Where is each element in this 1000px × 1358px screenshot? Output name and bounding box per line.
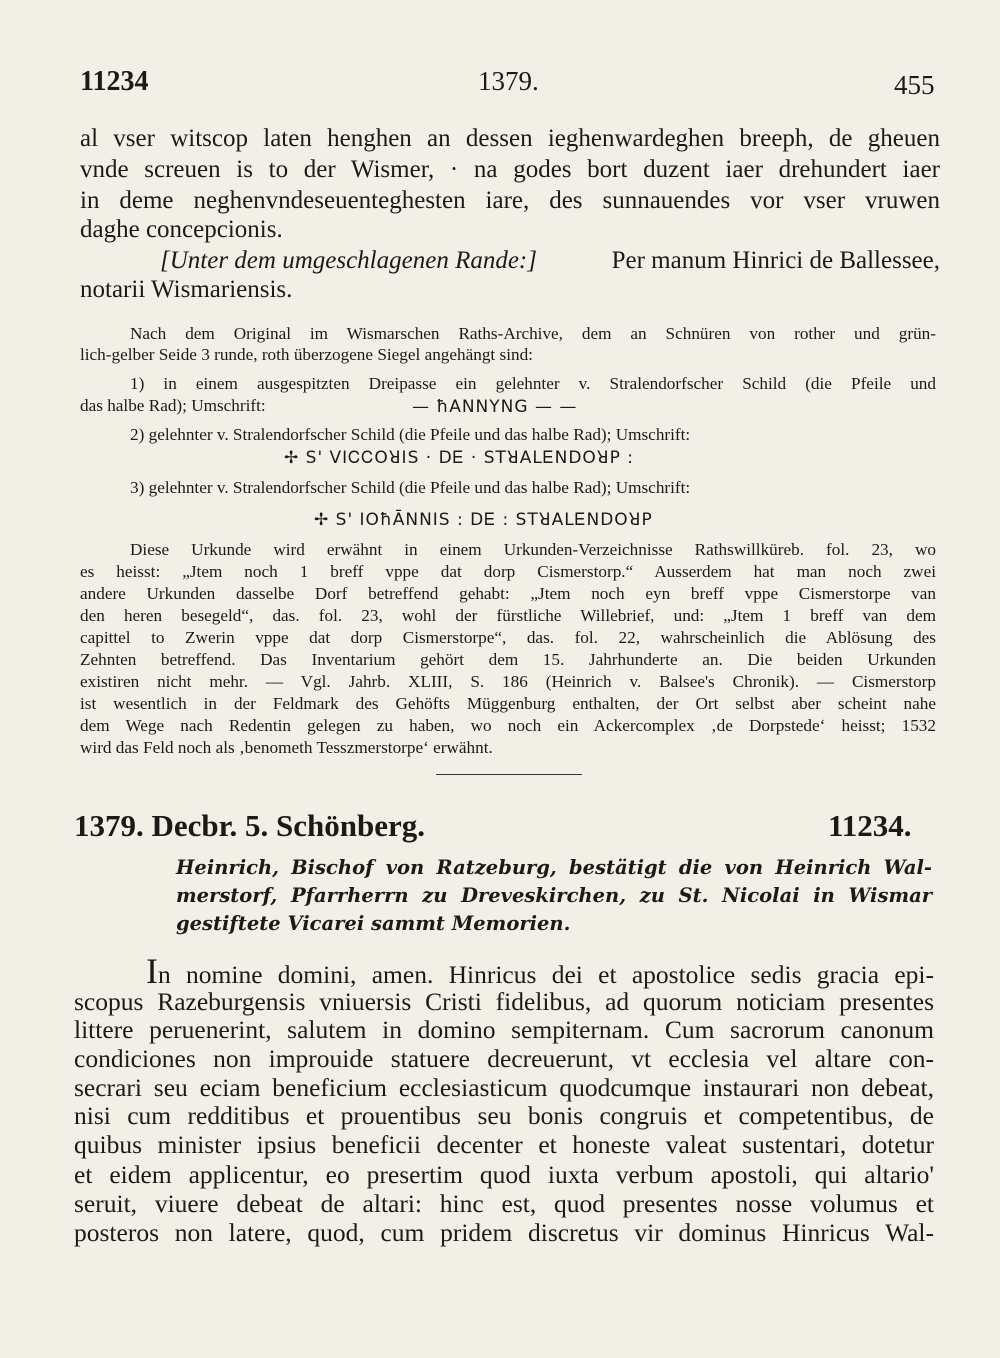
comment-line: dem Wege nach Redentin gelegen zu haben, wo noch ein Ackercomplex ‚de Dorpstede‘ heisst; 1532 (80, 716, 936, 735)
charter-line: littere peruenerint, salutem in domino sempiternam. Cum sacrorum canonum (74, 1015, 934, 1044)
charter-line: quibus minister ipsius beneficii decenter et honeste valeat sustentari, dotetur (74, 1130, 934, 1159)
seal1-desc: 1) in einem ausgespitzten Dreipasse ein gelehnter v. Stralendorfscher Schild (die Pfeile und (130, 374, 936, 393)
regest-line: Heinrich, Bischof von Ratzeburg, bestätigt die von Heinrich Wal- (176, 856, 932, 879)
regest-line: merstorf, Pfarrherrn zu Dreveskirchen, zu St. Nicolai in Wismar (176, 884, 932, 907)
prev-text-line: al vser witscop laten henghen an dessen ieghenwardeghen breeph, de gheuen (80, 125, 940, 152)
comment-line: andere Urkunden dasselbe Dorf betreffend gehabt: „Jtem noch eyn breff vppe Cismerstorpe van (80, 584, 936, 603)
charter-line: condiciones non improuide statuere decreuerunt, vt ecclesia vel altare con- (74, 1044, 934, 1073)
prev-text-line: vnde screuen is to der Wismer, · na godes bort duzent iaer drehundert iaer (80, 156, 940, 183)
seal1-legend: — ħANNYNG — — (412, 397, 578, 417)
source-intro-line: Nach dem Original im Wismarschen Raths-Archive, dem an Schnüren von rother und grün- (130, 324, 936, 343)
entry-date-place: 1379. Decbr. 5. Schönberg. (74, 808, 426, 843)
prev-text-line: in deme neghenvndeseuenteghesten iare, des sunnauendes vor vser vruwen (80, 187, 940, 214)
comment-line: wird das Feld noch als ‚benometh Tesszmerstorpe‘ erwähnt. (80, 738, 493, 757)
seal1-desc-line2: das halbe Rad); Umschrift: (80, 396, 266, 415)
seal3-legend: ✢ S' IOħĀNNIS : DᎬ : STꓤALᎬNDOꓤP (314, 510, 653, 530)
header-doc-number: 11234 (80, 66, 149, 97)
comment-line: den heren besegeld“, das. fol. 23, wohl der fürstliche Willebrief, und: „Jtem 1 breff van dem (80, 606, 936, 625)
notary-note (160, 247, 940, 275)
header-year: 1379. (478, 66, 539, 96)
notary-note-text: Per manum Hinrici de Ballessee, (611, 247, 940, 274)
regest-line: gestiftete Vicarei sammt Memorien. (176, 912, 571, 935)
charter-line: secrari seu eciam beneficium ecclesiasticum quodcumque instaurari non debeat, (74, 1073, 934, 1102)
seal2-desc: 2) gelehnter v. Stralendorfscher Schild (die Pfeile und das halbe Rad); Umschrift: (130, 425, 691, 444)
comment-line: existiren nicht mehr. — Vgl. Jahrb. XLIII, S. 186 (Heinrich v. Balsee's Chronik). — Cismerstorp (80, 672, 936, 691)
initial-letter: I (146, 951, 158, 991)
notary-note-italic: [Unter dem umgeschlagenen Rande:] (160, 247, 537, 274)
charter-line: nisi cum redditibus et prouentibus seu bonis congruis et competentibus, de (74, 1101, 934, 1130)
charter-line: posteros non latere, quod, cum pridem discretus vir dominus Hinricus Wal- (74, 1218, 934, 1247)
comment-line: ist wesentlich in der Feldmark des Gehöfts Müggenburg enthalten, der Ort selbst aber scheint nahe (80, 694, 936, 713)
seal3-desc: 3) gelehnter v. Stralendorfscher Schild (die Pfeile und das halbe Rad); Umschrift: (130, 478, 691, 497)
section-divider (436, 774, 582, 775)
comment-line: Zehnten betreffend. Das Inventarium gehört dem 15. Jahrhunderte an. Die beiden Urkunden (80, 650, 936, 669)
charter-first-line (146, 953, 934, 990)
entry-number: 11234. (828, 808, 912, 843)
source-intro-line: lich-gelber Seide 3 runde, roth überzogene Siegel angehängt sind: (80, 345, 533, 364)
charter-line: et eidem applicentur, eo presertim quod iuxta verbum apostoli, qui altario' (74, 1160, 934, 1189)
header-page-number: 455 (894, 70, 935, 100)
notary-note-line2: notarii Wismariensis. (80, 276, 293, 303)
charter-line: seruit, viuere debeat de altari: hinc est, quod presentes nosse volumus et (74, 1189, 934, 1218)
comment-line: Diese Urkunde wird erwähnt in einem Urkunden-Verzeichnisse Rathswillküreb. fol. 23, wo (130, 540, 936, 559)
prev-text-line: daghe concepcionis. (80, 216, 283, 243)
charter-line: scopus Razeburgensis vniuersis Cristi fidelibus, ad quorum noticiam presentes (74, 987, 934, 1016)
seal2-legend: ✢ S' VIᏟᏟOꓤIS · DᎬ · STꓤALᎬNDOꓤP : (284, 448, 635, 468)
comment-line: es heisst: „Jtem noch 1 breff vppe dat dorp Cismerstorp.“ Ausserdem hat man noch zwei (80, 562, 936, 581)
comment-line: capittel to Zwerin vppe dat dorp Cismerstorpe“, das. fol. 22, wahrscheinlich die Ablösung des (80, 628, 936, 647)
charter-first-line-text: n nomine domini, amen. Hinricus dei et apostolice sedis gracia epi- (158, 960, 934, 989)
